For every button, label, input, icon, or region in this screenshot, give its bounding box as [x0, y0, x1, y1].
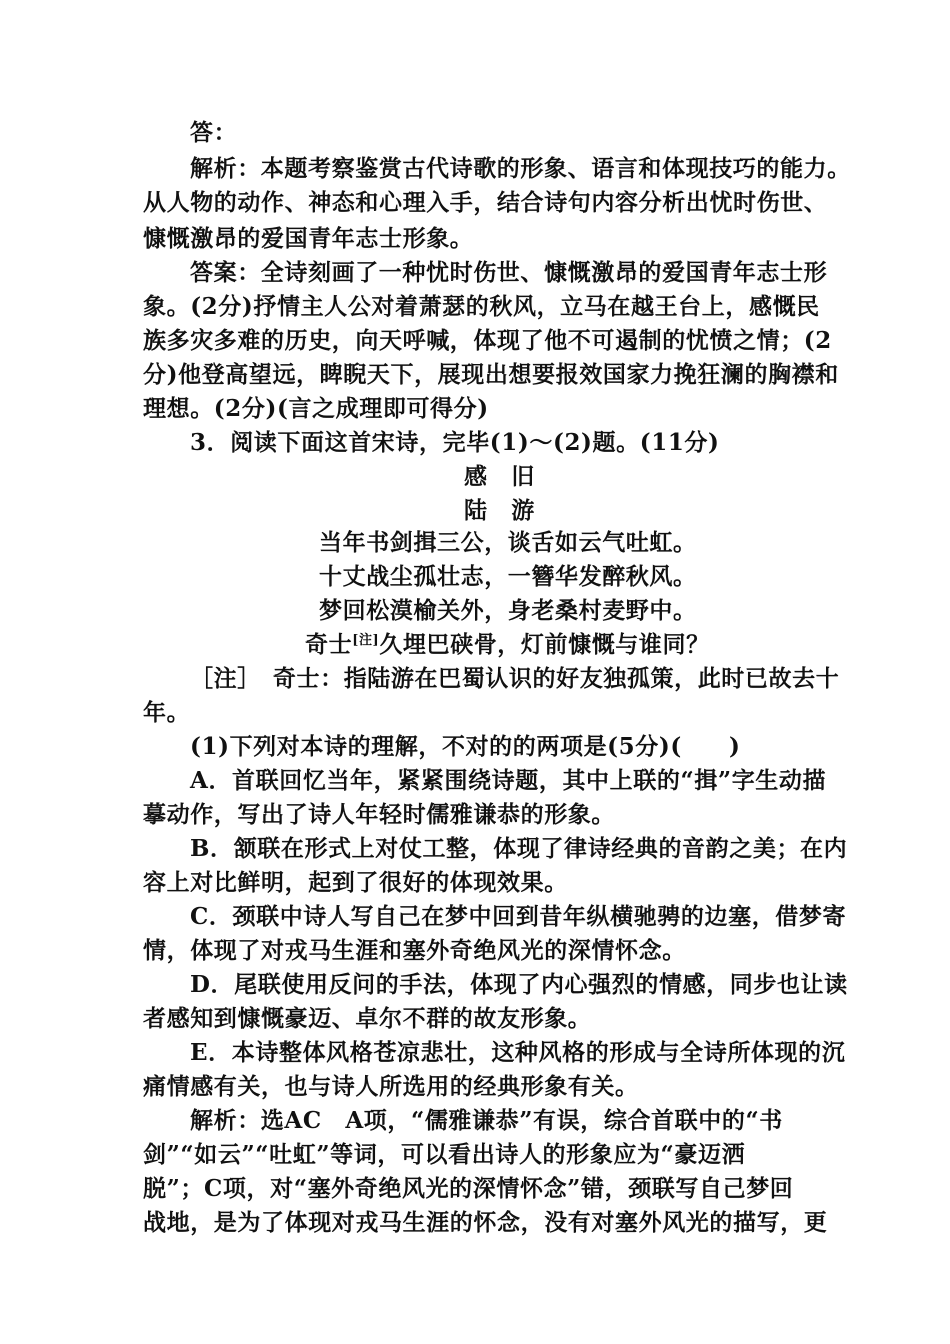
- text-line: 解析：本题考察鉴赏古代诗歌的形象、语言和体现技巧的能力。: [190, 155, 851, 182]
- text-line: 答案：全诗刻画了一种忧时伤世、慷慨激昂的爱国青年志士形: [190, 259, 828, 286]
- sub-question: (1)下列对本诗的理解，不对的的两项是(5分)( ): [190, 733, 741, 760]
- analysis-line: 剑”“如云”“吐虹”等词，可以看出诗人的形象应为“豪迈洒: [143, 1141, 746, 1168]
- poem-title: 感 旧: [464, 463, 535, 490]
- option-b-cont: 容上对比鲜明，起到了很好的体现效果。: [143, 869, 568, 896]
- analysis-line: 解析：选AC A项，“儒雅谦恭”有误，综合首联中的“书: [190, 1107, 783, 1134]
- question-heading: 3．阅读下面这首宋诗，完毕(1)～(2)题。(11分): [190, 429, 720, 456]
- poem-line: 当年书剑揖三公，谈舌如云气吐虹。: [319, 529, 697, 556]
- option-d-cont: 者感知到慷慨豪迈、卓尔不群的故友形象。: [143, 1005, 592, 1032]
- note-line: ［注］ 奇士：指陆游在巴蜀认识的好友独孤策，此时已故去十: [190, 665, 840, 692]
- text-line: 分)他登高望远，睥睨天下，展现出想要报效国家力挽狂澜的胸襟和: [143, 361, 839, 388]
- poem-line-end: 久埋巴硖骨，灯前慷慨与谁同？: [379, 631, 710, 658]
- option-c: C．颈联中诗人写自己在梦中回到昔年纵横驰骋的边塞，借梦寄: [190, 903, 847, 930]
- note-line: 年。: [143, 699, 191, 726]
- option-d: D．尾联使用反问的手法，体现了内心强烈的情感，同步也让读: [190, 971, 848, 998]
- analysis-line: 战地，是为了体现对戎马生涯的怀念，没有对塞外风光的描写，更: [143, 1209, 828, 1236]
- option-a-cont: 摹动作，写出了诗人年轻时儒雅谦恭的形象。: [143, 801, 615, 828]
- footnote-marker: [注]: [352, 633, 380, 648]
- text-line: 慷慨激昂的爱国青年志士形象。: [143, 225, 474, 252]
- option-c-cont: 情，体现了对戎马生涯和塞外奇绝风光的深情怀念。: [143, 937, 686, 964]
- option-b: B．颔联在形式上对仗工整，体现了律诗经典的音韵之美；在内: [190, 835, 848, 862]
- text-line: 从人物的动作、神态和心理入手，结合诗句内容分析出忧时伤世、: [143, 189, 828, 216]
- option-a: A．首联回忆当年，紧紧围绕诗题，其中上联的“揖”字生动描: [190, 767, 827, 794]
- poem-line-start: 奇士: [305, 631, 353, 658]
- text-line: 族多灾多难的历史，向天呼喊，体现了他不可遏制的忧愤之情；(2: [143, 327, 832, 354]
- option-e: E．本诗整体风格苍凉悲壮，这种风格的形成与全诗所体现的沉: [190, 1039, 846, 1066]
- text-line: 象。(2分)抒情主人公对着萧瑟的秋风，立马在越王台上，感慨民: [143, 293, 820, 320]
- poem-line: 梦回松漠榆关外，身老桑村麦野中。: [319, 597, 697, 624]
- analysis-line: 脱”；C项，对“塞外奇绝风光的深情怀念”错，颈联写自己梦回: [143, 1175, 794, 1202]
- option-e-cont: 痛情感有关，也与诗人所选用的经典形象有关。: [143, 1073, 639, 1100]
- poem-line: 十丈战尘孤壮志，一簪华发醉秋风。: [319, 563, 697, 590]
- text-line: 理想。(2分)(言之成理即可得分): [143, 395, 489, 422]
- poem-line: [305, 630, 710, 660]
- poem-author: 陆 游: [464, 497, 535, 524]
- answer-label: 答：: [190, 119, 238, 146]
